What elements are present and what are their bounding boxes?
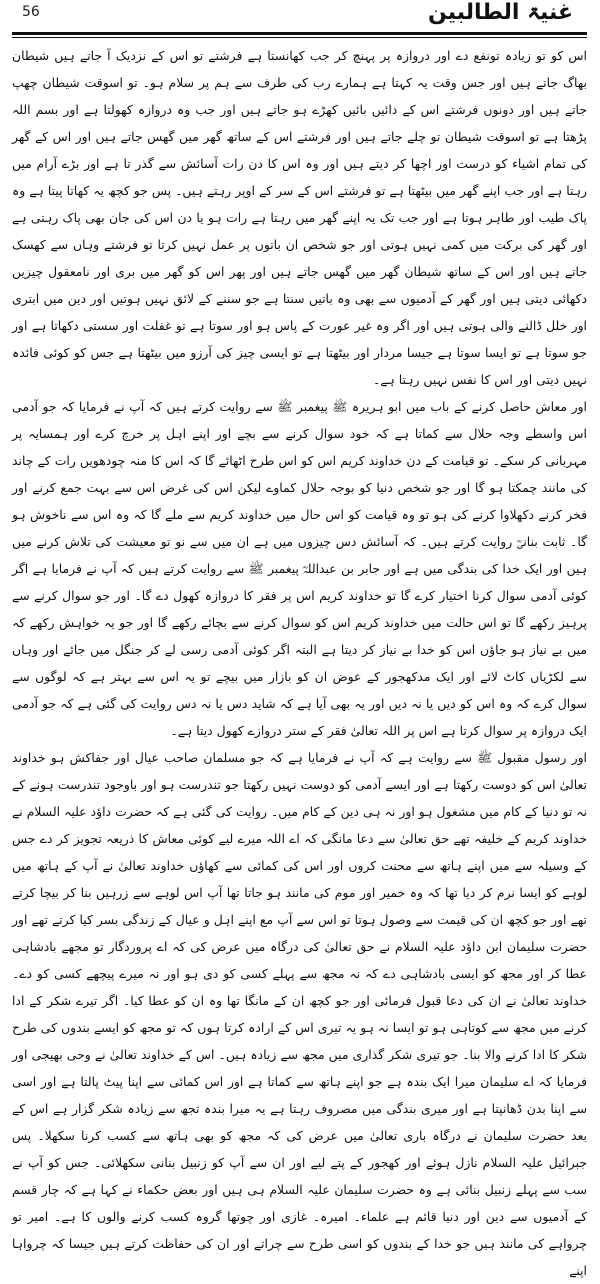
paragraph-1: اس کو تو زیادہ تونفع دے اور دروازہ پر پہنچ کر جب کھانستا ہے فرشتے تو اس کے نزدیک آ جاتے ہیں شیطان بھاگ جاتے ہیں اور جس وقت یہ کہتا ہے ہمارے رب کی طرف سے ہم پر سلام ہو۔ تو اسوقت شیطان چھپ جاتے ہیں اور دونوں فرشتے اس کے دائیں بائیں کھڑے ہو جاتے ہیں اور جب وہ دروازہ کھولتا ہے اور بسم اللہ پڑھتا ہے تو اسوقت شیطان تو چلے جاتے ہیں اور فرشتے اس کے ساتھ گھر میں گھس جاتے ہیں اور اس کے گھر کی تمام اشیاء کو درست اور اچھا کر دیتے ہیں اور وہ اس کا دن رات آسائش سے گذر تا ہے اور بڑے آرام میں رہتا ہے اور جب اپنے گھر میں بیٹھتا ہے تو فرشتے اس کے سر کے اوپر رہتے ہیں۔ پس جو کچھ یہ کھاتا پیتا ہے وہ پاک طیب اور طاہر ہوتا ہے اور جب تک یہ اپنے گھر میں رہتا ہے رات ہو یا دن اس کی جان بھی پاک رہتی ہے اور گھر کی برکت میں کمی نہیں ہوتی اور جو شخص ان باتوں پر عمل نہیں کرتا تو فرشتے وہاں سے کھسک جاتے ہیں اور اس کے ساتھ شیطان گھر میں گھس جاتے ہیں اور پھر اس کو گھر میں بری اور نامعقول چیزیں دکھائی دیتی ہیں اور گھر کے آدمیوں سے بھی وہ باتیں سنتا ہے جو سننے کے لائق نہیں ہوتیں اور دین میں ابتری اور خلل ڈالنے والی ہوتی ہیں اور اگر وہ غیر عورت کے پاس ہو اور سوتا ہے تو غفلت اور سستی دکھاتا ہے اور جو سوتا ہے تو ایسا سوتا ہے جیسا مردار اور بیٹھتا ہے تو ایسی چیز کی آرزو میں بیٹھتا ہے جس کو کوئی فائدہ نہیں دیتی اور اس کا نفس نہیں رہتا ہے۔ <box>12 48 587 387</box>
header-rule-thick <box>12 32 587 35</box>
header-rule-thin <box>12 37 587 38</box>
page-number: 56 <box>22 4 40 20</box>
paragraph-3: اور رسول مقبول ﷺ سے روایت ہے کہ آپ نے فرمایا ہے کہ جو مسلمان صاحب عیال اور جفاکش ہو خداوند تعالیٰ اس کو دوست رکھتا ہے اور ایسے آدمی کو دوست نہیں رکھتا جو تندرست ہو اور باوجود تندرست ہونے کے نہ تو دنیا کے کام میں مشغول ہو اور نہ ہی دین کے کام میں۔ روایت کی گئی ہے کہ حضرت داؤد علیہ السلام نے خداوند کریم کے خلیفہ تھے حق تعالیٰ سے دعا مانگی کہ اے اللہ میرے لیے کوئی معاش کا ذریعہ تجویز کر دے جس کے وسیلہ سے میں اپنے ہاتھ سے محنت کروں اور اس کی کمائی سے کھاؤں خداوند تعالیٰ نے آپ کے ہاتھ میں لوہے کو ایسا نرم کر دیا تھا کہ وہ خمیر اور موم کی مانند ہو جاتا تھا آپ اس لوہے سے زرہیں بنا کر بیچا کرتے تھے اور جو کچھ ان کی قیمت سے وصول ہوتا تو اس سے آپ مع اپنے اہل و عیال کے زندگی بسر کیا کرتے تھے اور حضرت سلیمان ابن داؤد علیہ السلام نے حق تعالیٰ کی درگاہ میں عرض کی کہ اے پروردگار تو مجھے بادشاہی عطا کر اور مجھ کو ایسی بادشاہی دے کہ نہ مجھ سے پہلے کسی کو دی ہو اور نہ میرے پیچھے کسی کو دے۔ خداوند تعالیٰ نے ان کی دعا قبول فرمائی اور جو کچھ ان کے مانگا تھا وہ ان کو عطا کیا۔ اگر تیرے شکر کے ادا کرنے میں مجھ سے کوتاہی ہو تو ایسا نہ ہو یہ تیری اس کے ارادہ کرتا ہوں کہ تو مجھ کو ایسے بندوں کی طرح شکر کا ادا کرنے والا بنا۔ جو تیری شکر گذاری میں مجھ سے زیادہ ہیں۔ اس کے خداوند تعالیٰ نے وحی بھیجی اور فرمایا کہ اے سلیمان میرا ایک بندہ ہے جو اپنے ہاتھ سے کماتا ہے اور اس کمائی سے اپنا پیٹ پالتا ہے اور اسی سے اپنا بدن ڈھانپتا ہے اور میری بندگی میں مصروف رہتا ہے یہ میرا بندہ تجھ سے زیادہ شکر گزار ہے اس کے بعد حضرت سلیمان نے درگاہ باری تعالیٰ میں عرض کی کہ مجھ کو بھی ہاتھ سے کسب کرنا سکھلا۔ پس جبرائیل علیہ السلام نازل ہوئے اور کھجور کے پتے لیے اور ان سے آپ کو زنبیل بنانی سکھلائی۔ جس کو آپ نے سب سے پہلے زنبیل بنائی ہے وہ حضرت سلیمان علیہ السلام ہی ہیں اور بعض حکماء نے کہا ہے کہ چار قسم کے آدمیوں سے دین اور دنیا قائم ہے علماء۔ امیرہ۔ غازی اور چوتھا گروہ کسب کرنے والوں کا ہے۔ امیر تو چرواہے کی مانند ہیں جو خدا کے بندوں کو اسی طرح سے چراتے اور ان کی حفاظت کرتے ہیں جیسا کہ چرواہا اپنے <box>12 750 587 1278</box>
book-title: غنیۃ الطالبین <box>427 0 573 25</box>
page-header <box>12 0 587 40</box>
paragraph-2: اور معاش حاصل کرنے کے باب میں ابو ہریرہ ﷺ پیغمبر ﷺ سے روایت کرتے ہیں کہ آپ نے فرمایا کہ جو آدمی اس واسطے وجہ حلال سے کماتا ہے کہ خود سوال کرنے سے بچے اور اپنے اہل پر خرچ کرے اور ہمسایہ پر مہربانی کر سکے۔ تو قیامت کے دن خداوند کریم اس کو اس طرح اٹھائے گا کہ اس کا منہ چودھویں رات کے چاند کی مانند چمکتا ہو گا اور جو شخص دنیا کو بوجہ حلال کماوے لیکن اس کی غرض اس سے بہت جمع کرنے اور فخر کرنے دکھلاوا کرنے کی ہو تو وہ قیامت کو اس حال میں خداوند کریم سے ملے گا کہ وہ اس سے ناخوش ہو گا۔ ثابت بنانیؓ روایت کرتے ہیں۔ کہ آسائش دس چیزوں میں ہے ان میں سے نو تو معیشت کی تلاش کرنے میں ہیں اور ایک خدا کی بندگی میں ہے اور جابر بن عبداللہؓ پیغمبر ﷺ سے روایت کرتے ہیں کہ آپ نے فرمایا ہے اگر کوئی آدمی سوال کرنا اختیار کرے گا تو خداوند کریم اس پر فقر کا دروازہ کھول دے گا۔ اور جو سوال کرنے سے پرہیز رکھے گا تو اس حالت میں خداوند کریم اس کو سوال کرنے سے بچائے رکھے گا اور جو یہ خواہش رکھے کہ میں بے نیاز ہو جاؤں اس کو خدا بے نیاز کر دیتا ہے البتہ اگر کوئی آدمی رسی لے کر جنگل میں جائے اور وہاں سے لکڑیاں کاٹ لائے اور ایک مدکھجور کے عوض ان کو بازار میں بیچے تو یہ اس سے بہتر ہے کہ لوگوں سے سوال کرے کہ وہ اس کو دیں یا نہ دیں اور یہ بھی آیا ہے کہ شاید دس یا نہ دس روایت کی گئی ہے کہ جو آدمی ایک دروازہ پر سوال کرتا ہے اس پر اللہ تعالیٰ فقر کے ستر دروازے کھول دیتا ہے۔ <box>12 399 587 738</box>
body-text <box>12 42 587 1278</box>
